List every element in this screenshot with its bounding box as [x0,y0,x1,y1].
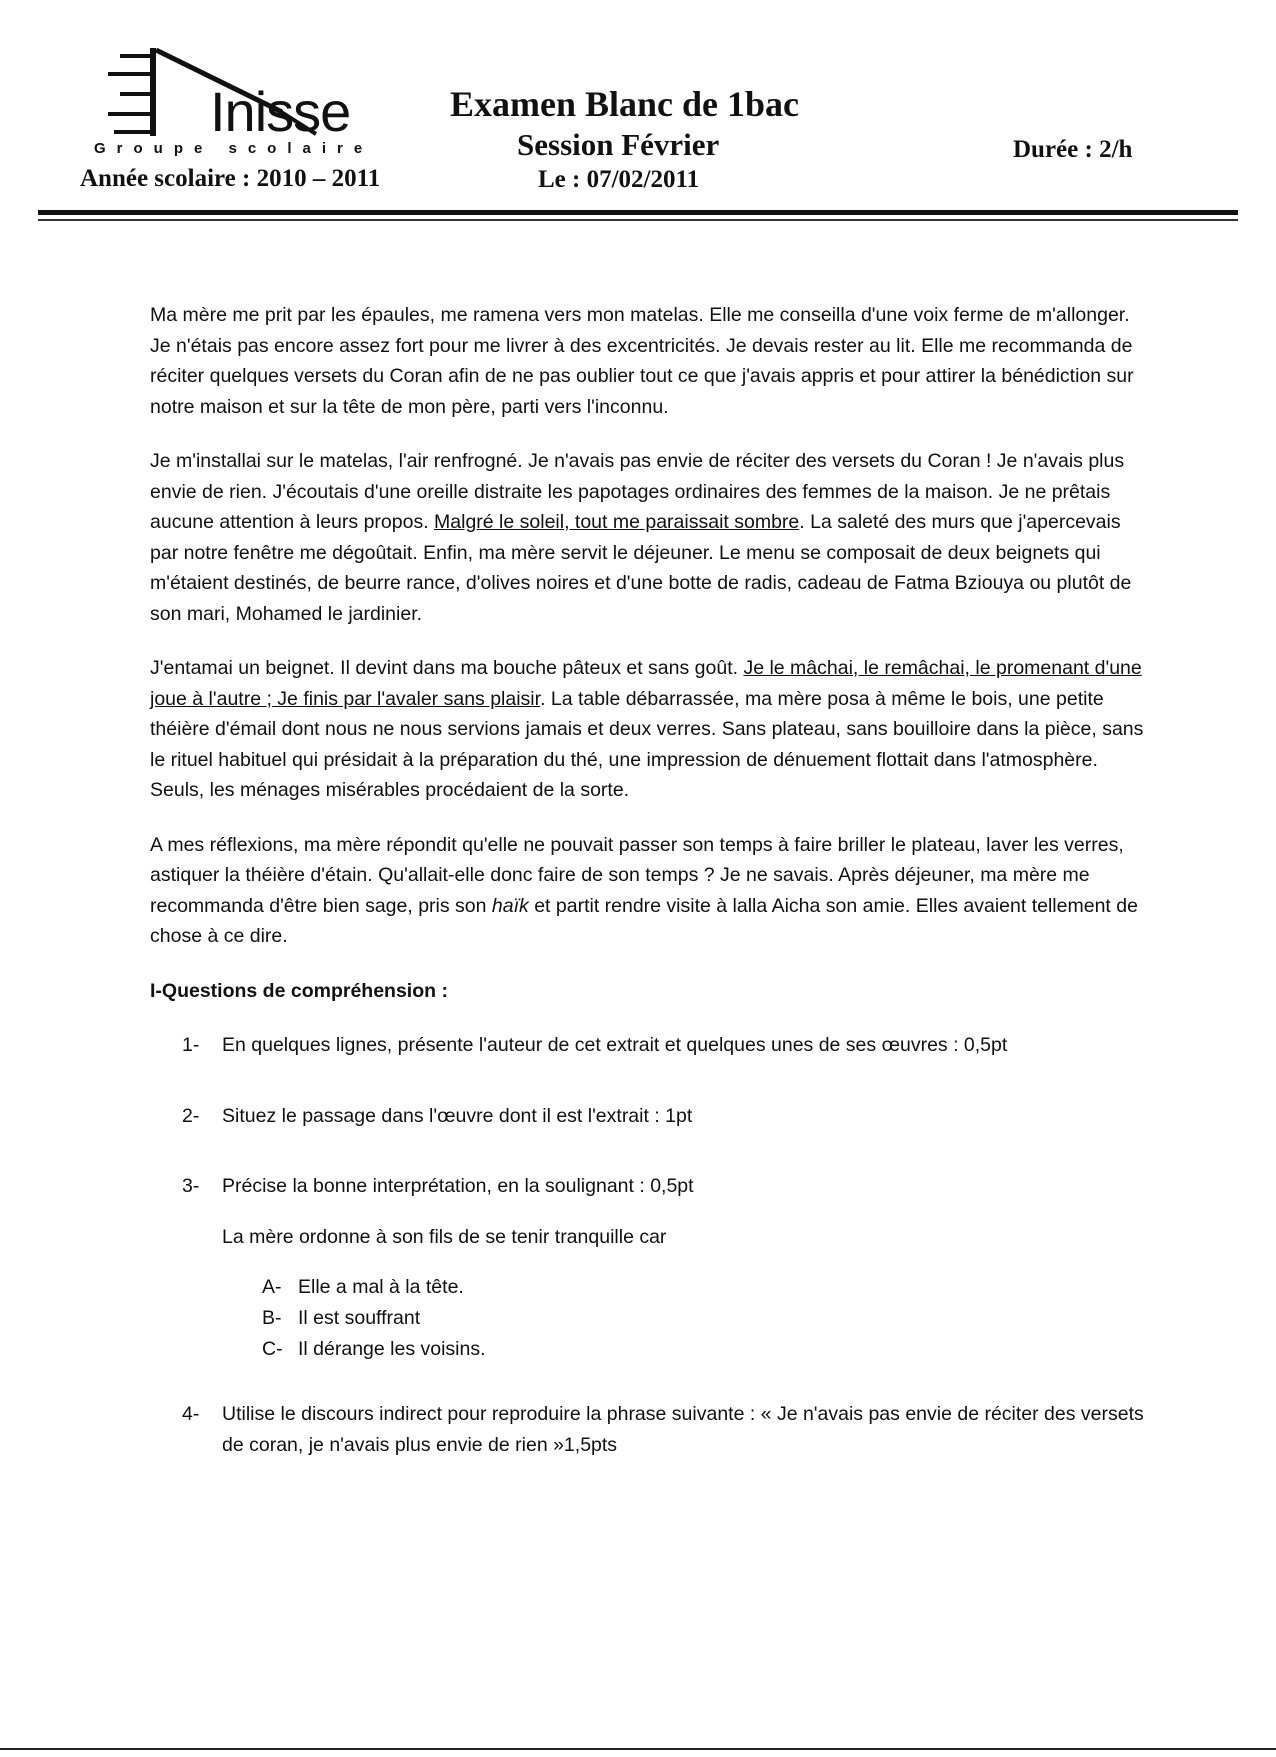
question-text: Précise la bonne interprétation, en la soulignant : 0,5pt [222,1175,694,1197]
exam-content [150,300,1150,1500]
questions-list [150,1030,1150,1460]
question-number: 2- [182,1104,200,1127]
school-year: Année scolaire : 2010 – 2011 [80,165,381,192]
choice-label: C- [262,1338,283,1360]
header-divider-thin [38,219,1238,221]
question-4 [150,1399,1150,1460]
paragraph-3 [150,653,1150,806]
paragraph-1 [150,300,1150,422]
paragraph-3-text-a: J'entamai un beignet. Il devint dans ma bouche pâteux et sans goût. [150,657,744,679]
choice-a [262,1272,1150,1303]
paragraph-4-text-b: et partit rendre visite à lalla Aicha son amie. Elles avaient tellement de chose à ce dire. [150,894,1138,947]
header-divider-thick [38,210,1238,215]
choice-text: Elle a mal à la tête. [298,1276,464,1298]
choice-label: A- [262,1276,282,1298]
question-number: 1- [182,1034,200,1056]
question-1 [150,1030,1150,1061]
logo-name: Inisse [210,80,351,143]
questions-title: I-Questions de compréhension : [150,979,448,1002]
question-number: 4- [182,1403,200,1425]
paragraph-2-text-b: . La saleté des murs que j'apercevais par notre fenêtre me dégoûtait. Enfin, ma mère servit le déjeuner. Le menu se composait de deux beignets qui m'étaient destinés, de beurre rance, d'olives noires et d'une botte de radis, cadeau de Fatma Bziouya ou plutôt de son mari, Mohamed le jardinier. [150,511,1132,625]
exam-date: Le : 07/02/2011 [538,166,700,193]
underlined-phrase-1: Malgré le soleil, tout me paraissait sombre [434,511,800,533]
paragraph-4 [150,830,1150,952]
school-logo [92,48,372,160]
question-2 [150,1101,1150,1132]
paragraph-4-text-a: A mes réflexions, ma mère répondit qu'elle ne pouvait passer son temps à faire briller le plateau, laver les verres, astiquer la théière d'étain. Qu'allait-elle donc faire de son temps ? Je ne savais. Après déjeuner, ma mère me recommanda d'être bien sage, pris son [150,833,1124,917]
question-text: En quelques lignes, présente l'auteur de cet extrait et quelques unes de ses œuvres : 0,5pt [222,1034,1008,1056]
underlined-phrase-2: Je le mâchai, le remâchai, le promenant d'une joue à l'autre ; Je finis par l'avaler sans plaisir [150,657,1142,710]
session-label: Session Février [517,127,720,162]
paragraph-3-text-b: . La table débarrassée, ma mère posa à même le bois, une petite théière d'émail dont nous ne nous servions jamais et deux verres. Sans plateau, sans bouilloire dans la pièce, sans le rituel habituel qui présidait à la préparation du thé, une impression de dénuement flottait dans l'atmosphère. Seuls, les ménages misérables procédaient de la sorte. [150,687,1144,801]
choices-list [262,1272,1150,1365]
question-3-prompt: La mère ordonne à son fils de se tenir tranquille car [222,1225,667,1248]
exam-duration: Durée : 2/h [1013,136,1133,163]
choice-text: Il est souffrant [298,1307,421,1329]
exam-header [0,0,1276,240]
question-text: Utilise le discours indirect pour reproduire la phrase suivante : « Je n'avais pas envie de réciter des versets de coran, je n'avais plus envie de rien »1,5pts [222,1403,1144,1456]
choice-b [262,1303,1150,1334]
footer-line [0,1748,1276,1750]
title-block [400,82,870,196]
logo-subtitle: Groupe scolaire [94,140,374,157]
question-3 [150,1171,1150,1202]
choice-label: B- [262,1307,282,1329]
italic-word: haïk [491,894,529,917]
paragraph-2 [150,446,1150,629]
question-text: Situez le passage dans l'œuvre dont il est l'extrait : 1pt [222,1104,693,1127]
paragraph-2-text-a: Je m'installai sur le matelas, l'air renfrogné. Je n'avais pas envie de réciter des versets du Coran ! Je n'avais plus envie de rien. J'écoutais d'une oreille distraite les papotages ordinaires des femmes de la maison. Je ne prêtais aucune attention à leurs propos. [150,450,1125,533]
paragraph-1-text: Ma mère me prit par les épaules, me ramena vers mon matelas. Elle me conseilla d'une voix ferme de m'allonger. Je n'étais pas encore assez fort pour me livrer à des excentricités. Je devais rester au lit. Elle me recommanda de réciter quelques versets du Coran afin de ne pas oublier tout ce que j'avais appris et pour attirer la bénédiction sur notre maison et sur la tête de mon père, parti vers l'inconnu. [150,304,1134,418]
exam-title: Examen Blanc de 1bac [450,84,800,124]
question-number: 3- [182,1175,200,1197]
choice-c [262,1334,1150,1365]
choice-text: Il dérange les voisins. [298,1338,486,1360]
